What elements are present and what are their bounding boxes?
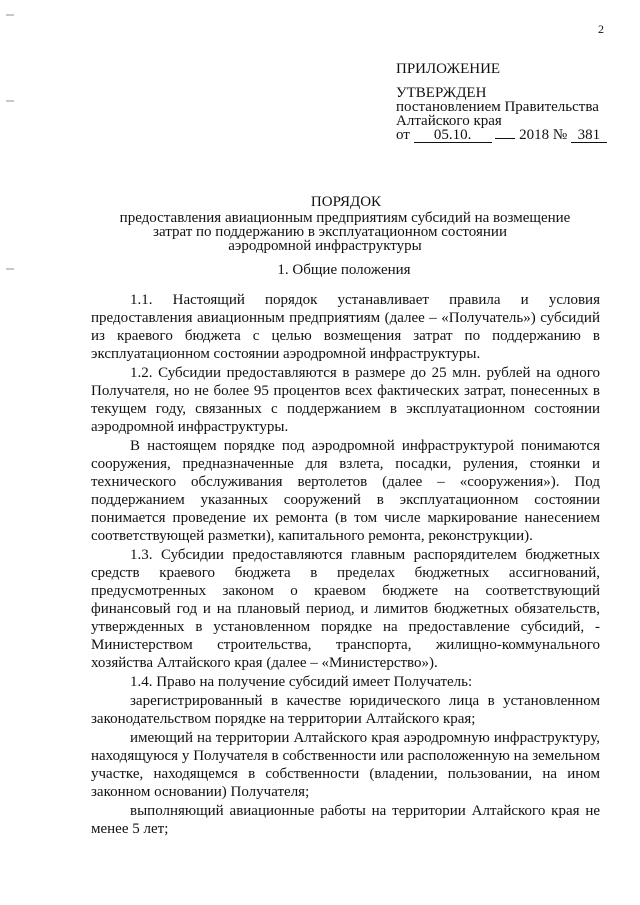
title-line-3: аэродромной инфраструктуры [228, 238, 422, 254]
title-line-2: затрат по поддержанию в эксплуатационном состоянии [153, 224, 507, 240]
paragraph: имеющий на территории Алтайского края аэродромную инфраструктуру, находящуюся у Получателя в собственности или расположенную на земельном участке, находящемся в собственности (владении, пользовании, на ином законном основании) Получателя; [91, 730, 600, 800]
title-line-1: предоставления авиационным предприятиям субсидий на возмещение [119, 210, 571, 226]
year-value: 2018 [519, 127, 550, 143]
appendix-label: ПРИЛОЖЕНИЕ [396, 61, 501, 77]
paragraph: 1.4. Право на получение субсидий имеет Получатель: [130, 674, 473, 690]
date-underline [495, 138, 515, 139]
date-value: 05.10. [414, 128, 492, 143]
approval-block [396, 62, 607, 143]
approved-by-line-1: постановлением Правительства [396, 99, 599, 115]
scan-mark [6, 100, 14, 102]
number-value: 381 [571, 128, 607, 143]
approved-label: УТВЕРЖДЕН [396, 85, 487, 101]
paragraph: выполняющий авиационные работы на территории Алтайского края не менее 5 лет; [91, 803, 600, 837]
section-heading [0, 262, 640, 279]
page-number: 2 [598, 22, 604, 36]
document-title [0, 195, 640, 253]
from-label: от [396, 127, 410, 143]
title-heading: ПОРЯДОК [310, 194, 382, 210]
paragraph: 1.1. Настоящий порядок устанавливает правила и условия предоставления авиационным предприятиям (далее – «Получатель») субсидий из краевого бюджета с целью возмещения затрат по поддержанию в эксплуатационном состоянии аэродромной инфраструктуры. [91, 292, 600, 362]
approved-by-line-2: Алтайского края [396, 113, 502, 129]
paragraph: 1.2. Субсидии предоставляются в размере до 25 млн. рублей на одного Получателя, но не более 95 процентов всех фактических затрат, понесенных в текущем году, связанных с поддержанием в эксплуатационном состоянии аэродромной инфраструктуры. [91, 365, 600, 435]
section-title: 1. Общие положения [277, 262, 411, 278]
paragraph: зарегистрированный в качестве юридического лица в установленном законодательством порядке на территории Алтайского края; [91, 693, 600, 727]
number-label: № [552, 127, 568, 143]
paragraph: 1.3. Субсидии предоставляются главным распорядителем бюджетных средств краевого бюджета в пределах бюджетных ассигнований, предусмотренных законом о краевом бюджете на соответствующий финансовый год и на плановый период, и лимитов бюджетных обязательств, утвержденных в установленном порядке на предоставление субсидий, - Министерством строительства, транспорта, жилищно-коммунального хозяйства Алтайского края (далее – «Министерство»). [91, 547, 600, 671]
body-text [91, 291, 600, 839]
scan-mark [6, 14, 14, 16]
date-number-line [396, 128, 607, 143]
paragraph: В настоящем порядке под аэродромной инфраструктурой понимаются сооружения, предназначенные для взлета, посадки, руления, стоянки и технического обслуживания вертолетов (далее – «сооружения»). Под поддержанием указанных сооружений в эксплуатационном состоянии понимается проведение их ремонта (в том числе маркирование нанесением соответствующей разметки), капитального ремонта, реконструкции). [91, 438, 600, 544]
